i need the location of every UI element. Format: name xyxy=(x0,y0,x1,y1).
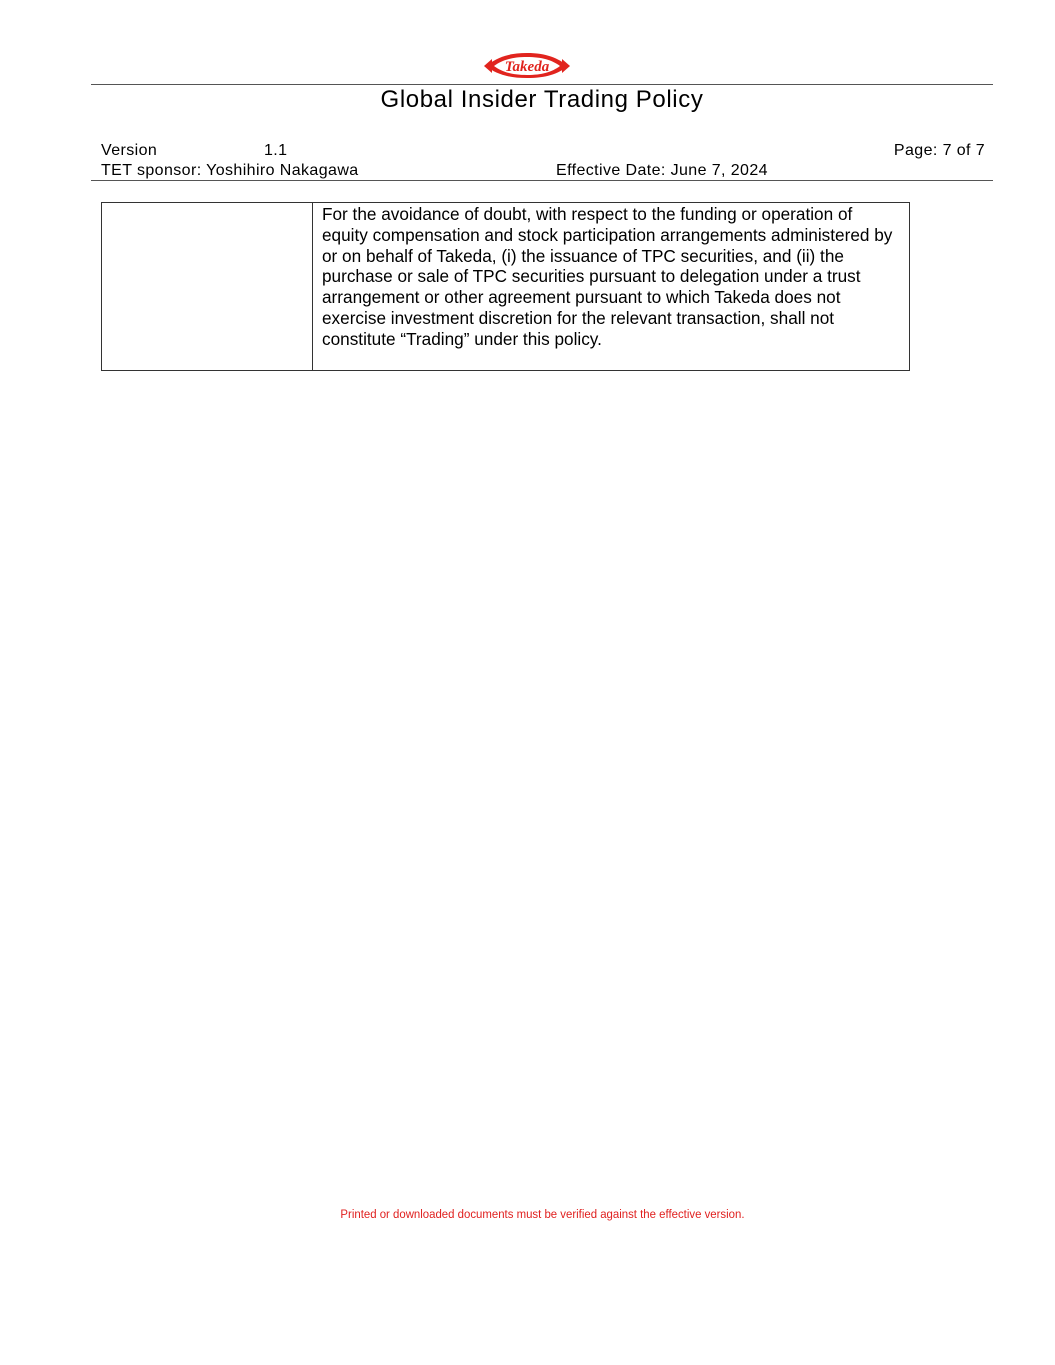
effective-date: Effective Date: June 7, 2024 xyxy=(556,162,768,179)
page-number: Page: 7 of 7 xyxy=(893,142,985,159)
takeda-logo xyxy=(482,48,572,80)
verification-notice: Printed or downloaded documents must be verified against the effective version. xyxy=(340,1207,745,1221)
header-bottom-rule xyxy=(91,180,993,181)
definition-text-cell: For the avoidance of doubt, with respect to the funding or operation of equity compensation and stock participation arrangements administered by or on behalf of Takeda, (i) the issuance of TPC securities, and (ii) the purchase or sale of TPC securities pursuant to delegation under a trust arrangement or other agreement pursuant to which Takeda does not exercise investment discretion for the relevant transaction, shall not constitute “Trading” under this policy. xyxy=(313,203,910,371)
tet-sponsor: TET sponsor: Yoshihiro Nakagawa xyxy=(101,162,359,179)
version-value: 1.1 xyxy=(264,142,288,159)
table-row xyxy=(102,203,910,371)
definition-table xyxy=(101,202,910,371)
svg-text:Takeda: Takeda xyxy=(504,59,550,75)
version-label: Version xyxy=(101,142,158,159)
definition-term-cell xyxy=(102,203,313,371)
document-title: Global Insider Trading Policy xyxy=(380,86,704,113)
header-top-rule xyxy=(91,84,993,85)
